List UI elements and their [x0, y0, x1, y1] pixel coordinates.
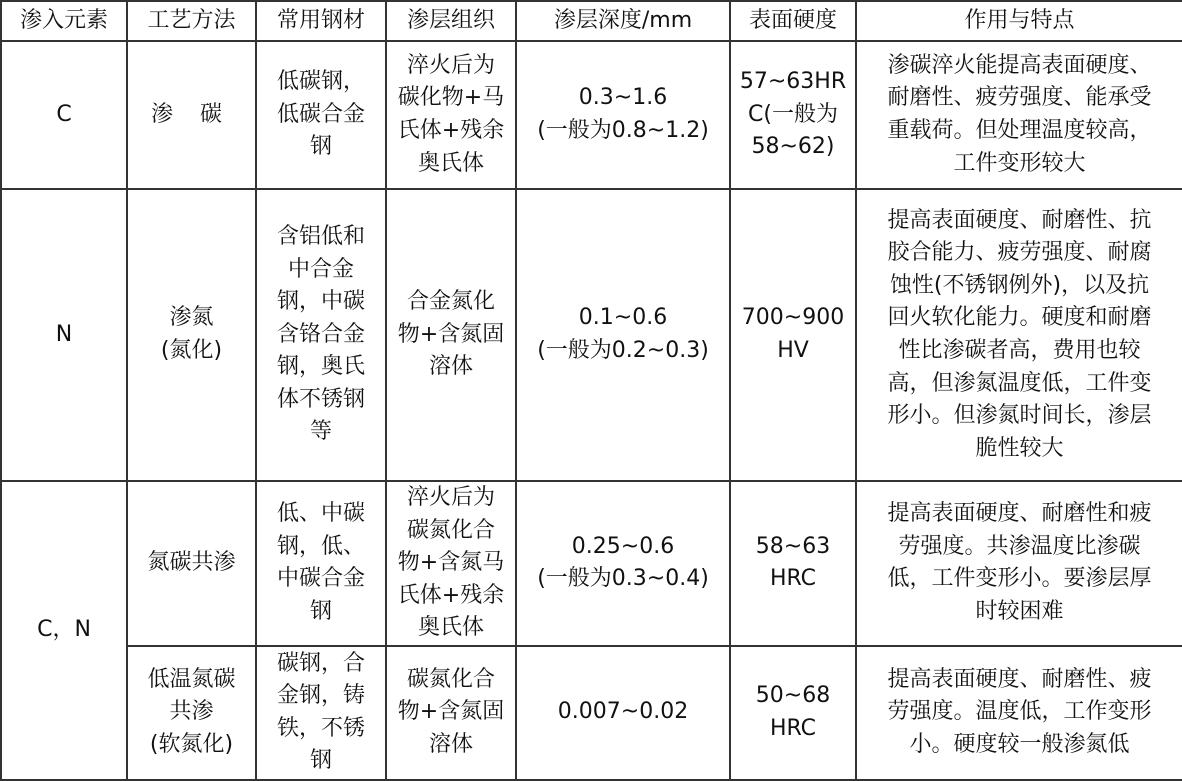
steel-cell: 低、中碳 钢，低、 中碳合金 钢 — [256, 481, 386, 646]
features-cell: 渗碳淬火能提高表面硬度、 耐磨性、疲劳强度、能承受 重载荷。但处理温度较高， 工件变形较大 — [856, 41, 1182, 189]
header-features: 作用与特点 — [856, 1, 1182, 41]
header-element: 渗入元素 — [1, 1, 127, 41]
features-cell: 提高表面硬度、耐磨性、抗 胶合能力、疲劳强度、耐腐 蚀性(不锈钢例外)，以及抗 回火软化能力。硬度和耐磨 性比渗碳者高，费用也较 高，但渗氮温度低，工件变 形小。但渗氮时间长，渗层 脆性较大 — [856, 189, 1182, 481]
steel-cell: 碳钢，合 金钢，铸 铁，不锈 钢 — [256, 646, 386, 780]
method-cell: 渗氮 (氮化) — [127, 189, 256, 481]
depth-cell: 0.3~1.6 (一般为0.8~1.2) — [516, 41, 730, 189]
structure-cell: 合金氮化 物+含氮固 溶体 — [386, 189, 516, 481]
element-cell: N — [1, 189, 127, 481]
depth-cell: 0.007~0.02 — [516, 646, 730, 780]
header-row — [1, 1, 1182, 41]
hardness-cell: 50~68 HRC — [730, 646, 856, 780]
features-cell: 提高表面硬度、耐磨性和疲 劳强度。共渗温度比渗碳 低，工件变形小。要渗层厚 时较困难 — [856, 481, 1182, 646]
features-cell: 提高表面硬度、耐磨性、疲 劳强度。温度低，工作变形 小。硬度较一般渗氮低 — [856, 646, 1182, 780]
table-row — [1, 41, 1182, 189]
method-cell: 低温氮碳 共渗 (软氮化) — [127, 646, 256, 780]
header-steel: 常用钢材 — [256, 1, 386, 41]
method-cell: 渗 碳 — [127, 41, 256, 189]
table-row — [1, 646, 1182, 780]
depth-cell: 0.25~0.6 (一般为0.3~0.4) — [516, 481, 730, 646]
steel-cell: 含铝低和 中合金 钢，中碳 含铬合金 钢，奥氏 体不锈钢 等 — [256, 189, 386, 481]
hardness-cell: 700~900 HV — [730, 189, 856, 481]
steel-cell: 低碳钢， 低碳合金 钢 — [256, 41, 386, 189]
structure-cell: 碳氮化合 物+含氮固 溶体 — [386, 646, 516, 780]
header-method: 工艺方法 — [127, 1, 256, 41]
element-cell: C — [1, 41, 127, 189]
table-row — [1, 481, 1182, 646]
header-structure: 渗层组织 — [386, 1, 516, 41]
hardness-cell: 57~63HR C(一般为 58~62) — [730, 41, 856, 189]
structure-cell: 淬火后为 碳化物+马 氏体+残余 奥氏体 — [386, 41, 516, 189]
method-cell: 氮碳共渗 — [127, 481, 256, 646]
depth-cell: 0.1~0.6 (一般为0.2~0.3) — [516, 189, 730, 481]
element-cell: C，N — [1, 481, 127, 780]
header-hardness: 表面硬度 — [730, 1, 856, 41]
table-row — [1, 189, 1182, 481]
hardness-cell: 58~63 HRC — [730, 481, 856, 646]
structure-cell: 淬火后为 碳氮化合 物+含氮马 氏体+残余 奥氏体 — [386, 481, 516, 646]
header-depth: 渗层深度/mm — [516, 1, 730, 41]
